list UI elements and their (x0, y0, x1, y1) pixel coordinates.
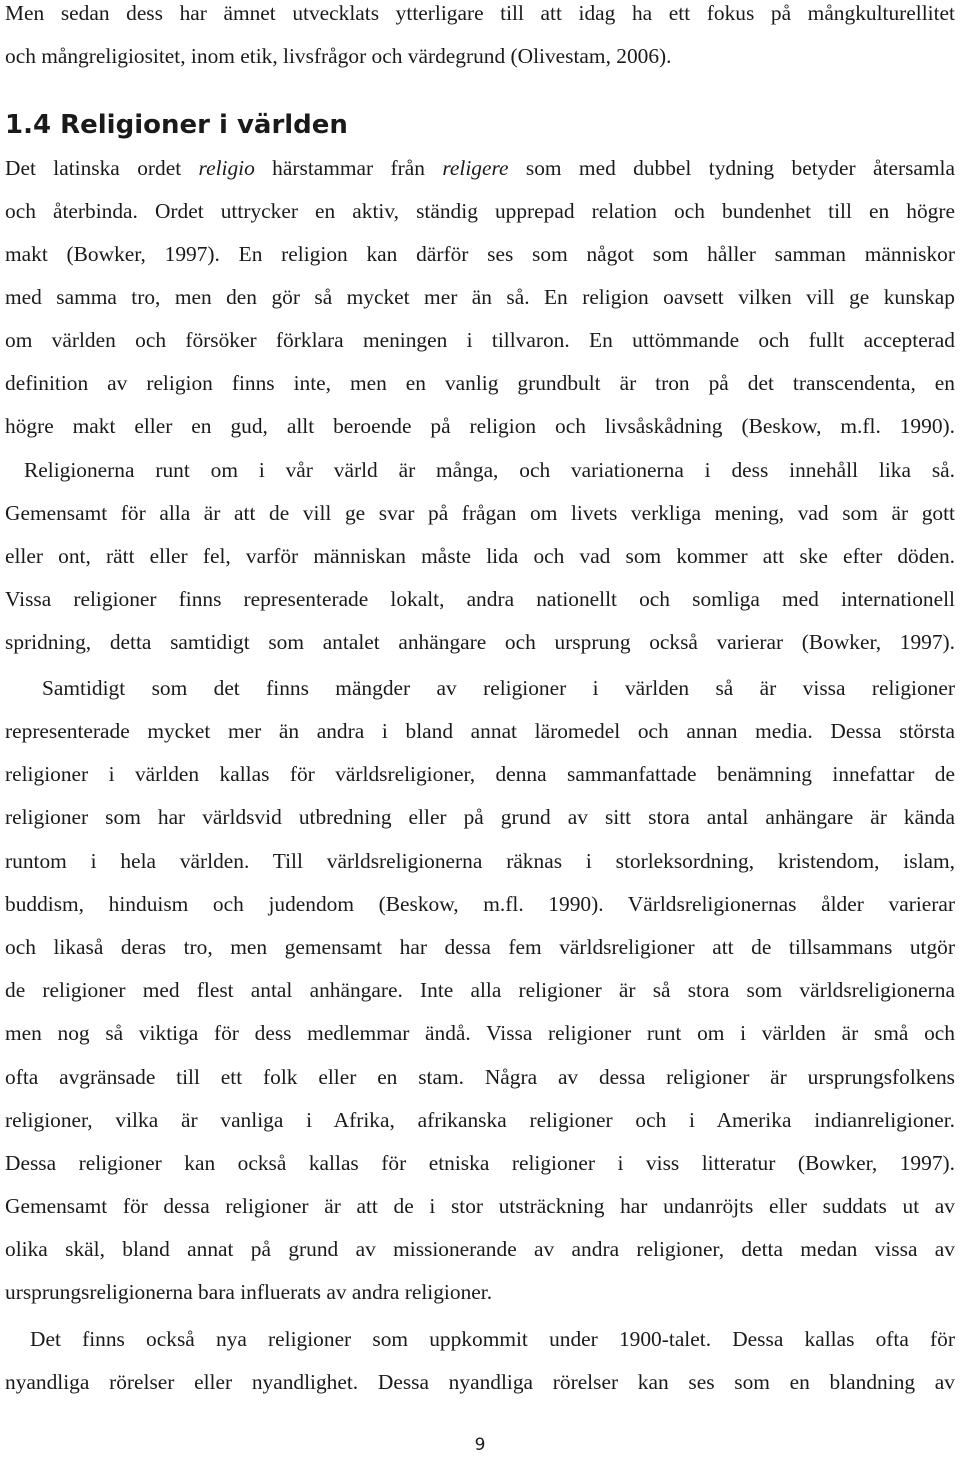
text-line: ofta avgränsade till ett folk eller en stam. Några av dessa religioner är ursprungsfolkens (5, 1065, 955, 1089)
text-line: Dessa religioner kan också kallas för etniska religioner i viss litteratur (Bowker, 1997). (5, 1151, 955, 1175)
text-line: om världen och försöker förklara meningen i tillvaron. En uttömmande och fullt accepterad (5, 328, 955, 352)
text-line: de religioner med flest antal anhängare. Inte alla religioner är så stora som världsreligionerna (5, 978, 955, 1002)
text-line: men nog så viktiga för dess medlemmar ändå. Vissa religioner runt om i världen är små och (5, 1021, 955, 1045)
text-line: runtom i hela världen. Till världsreligionerna räknas i storleksordning, kristendom, islam, (5, 849, 955, 873)
text-line: Gemensamt för alla är att de vill ge svar på frågan om livets verkliga mening, vad som är gott (5, 501, 955, 525)
text-line: nyandliga rörelser eller nyandlighet. Dessa nyandliga rörelser kan ses som en blandning av (5, 1370, 955, 1394)
text-line: Men sedan dess har ämnet utvecklats ytterligare till att idag ha ett fokus på mångkulturellitet (5, 1, 955, 25)
text-line-with-italics: Det latinska ordet religio härstammar från religere som med dubbel tydning betyder återsamla (5, 156, 955, 180)
text-line: Det finns också nya religioner som uppkommit under 1900-talet. Dessa kallas ofta för (30, 1327, 955, 1351)
italic-term: religere (442, 156, 509, 180)
text-line: olika skäl, bland annat på grund av missionerande av andra religioner, detta medan vissa av (5, 1237, 955, 1261)
text-line: och återbinda. Ordet uttrycker en aktiv, ständig upprepad relation och bundenhet till en högre (5, 199, 955, 223)
text-line: religioner, vilka är vanliga i Afrika, afrikanska religioner och i Amerika indianreligioner. (5, 1108, 955, 1132)
text-line: högre makt eller en gud, allt beroende på religion och livsåskådning (Beskow, m.fl. 1990). (5, 414, 955, 438)
text-line: makt (Bowker, 1997). En religion kan därför ses som något som håller samman människor (5, 242, 955, 266)
text-line: Samtidigt som det finns mängder av religioner i världen så är vissa religioner (42, 676, 955, 700)
italic-term: religio (198, 156, 255, 180)
text-line: eller ont, rätt eller fel, varför människan måste lida och vad som kommer att ske efter döden. (5, 544, 955, 568)
text-line: spridning, detta samtidigt som antalet anhängare och ursprung också varierar (Bowker, 1997). (5, 630, 955, 654)
text-line: med samma tro, men den gör så mycket mer än så. En religion oavsett vilken vill ge kunskap (5, 285, 955, 309)
text-line: representerade mycket mer än andra i bland annat läromedel och annan media. Dessa största (5, 719, 955, 743)
text-line: och likaså deras tro, men gemensamt har dessa fem världsreligioner att de tillsammans utgör (5, 935, 955, 959)
text-line: religioner i världen kallas för världsreligioner, denna sammanfattade benämning innefattar de (5, 762, 955, 786)
text-line: definition av religion finns inte, men en vanlig grundbult är tron på det transcendenta, en (5, 371, 955, 395)
text-line: Vissa religioner finns representerade lokalt, andra nationellt och somliga med internationell (5, 587, 955, 611)
text-line: ursprungsreligionerna bara influerats av andra religioner. (5, 1280, 493, 1304)
text-line: och mångreligiositet, inom etik, livsfrågor och värdegrund (Olivestam, 2006). (5, 44, 672, 68)
text-line: Gemensamt för dessa religioner är att de i stor utsträckning har undanröjts eller suddats ut av (5, 1194, 955, 1218)
section-heading: 1.4 Religioner i världen (5, 110, 348, 140)
page-number: 9 (474, 1435, 486, 1455)
text-line: religioner som har världsvid utbredning eller på grund av sitt stora antal anhängare är kända (5, 805, 955, 829)
text-line: Religionerna runt om i vår värld är många, och variationerna i dess innehåll lika så. (24, 458, 955, 482)
text-line: buddism, hinduism och judendom (Beskow, m.fl. 1990). Världsreligionernas ålder varierar (5, 892, 955, 916)
